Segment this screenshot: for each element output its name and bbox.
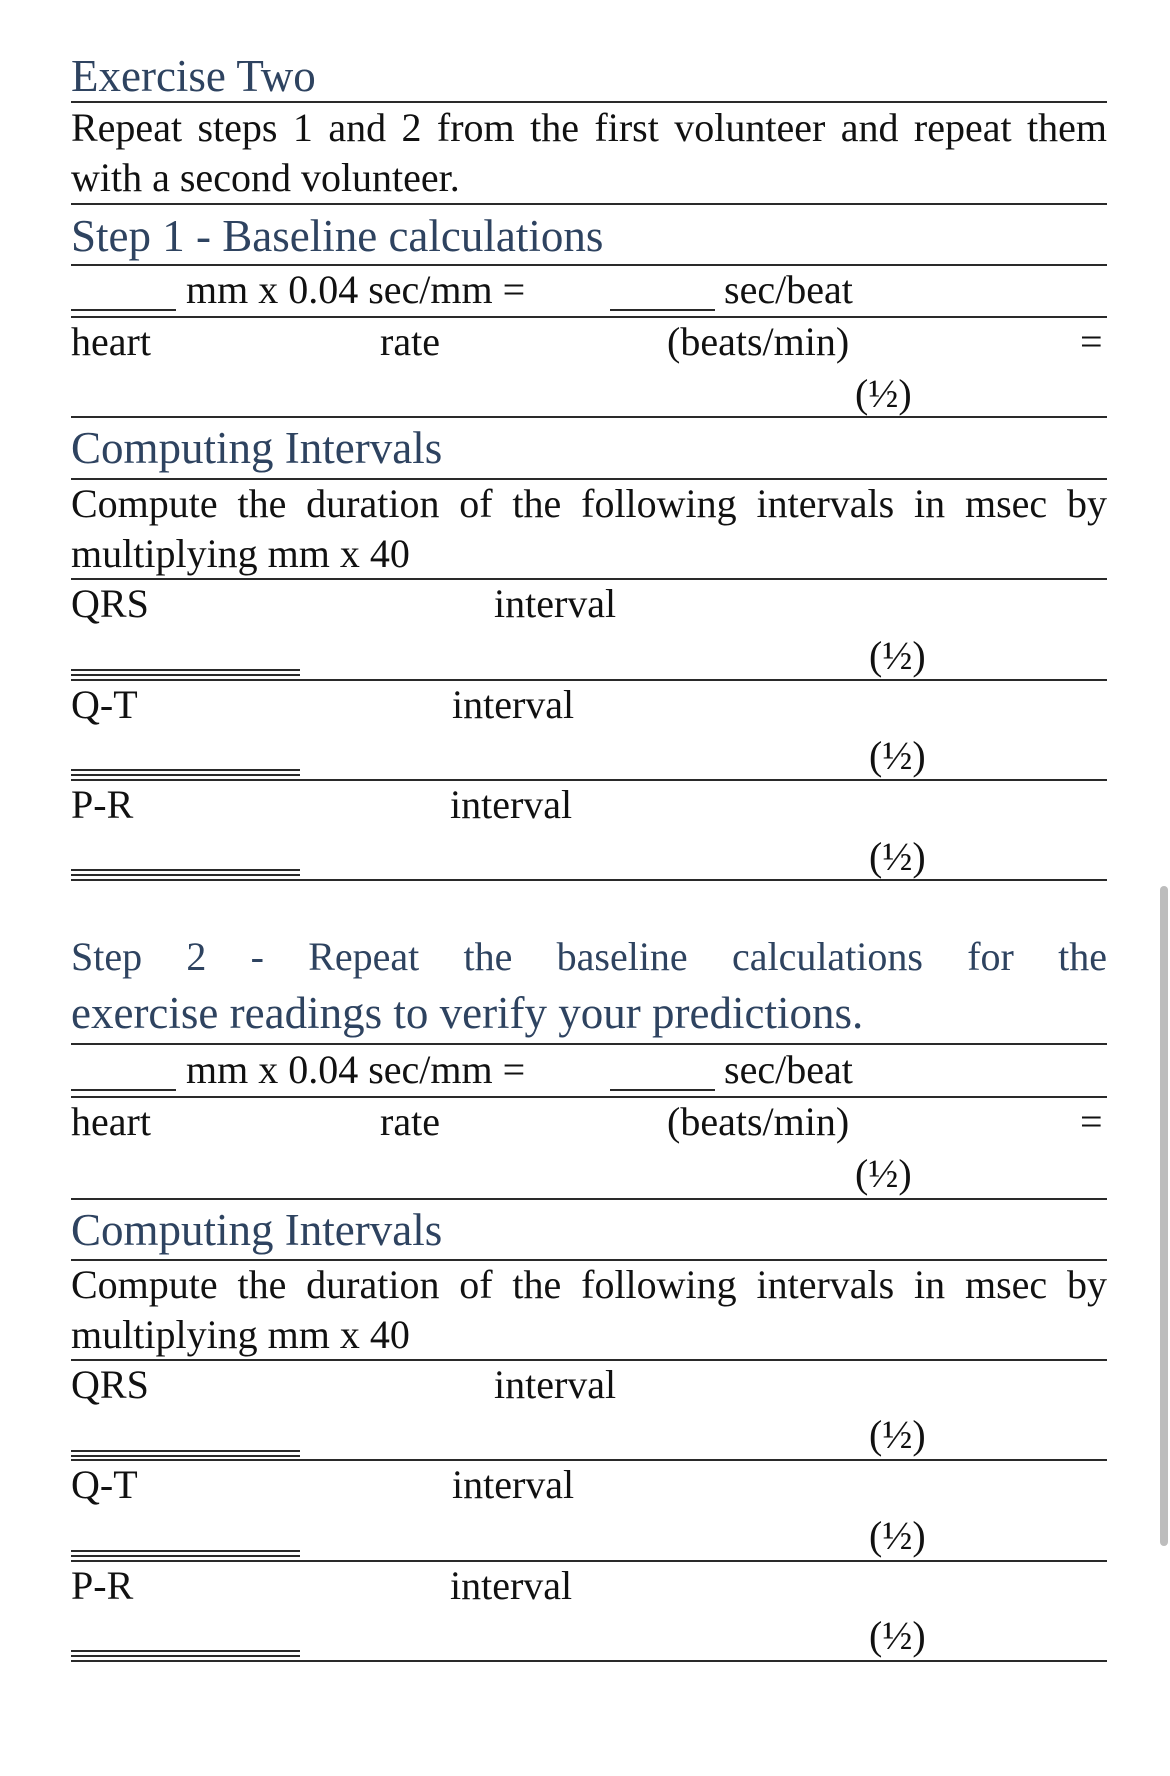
pr-blank[interactable] [71,1650,300,1657]
sec-beat-text: sec/beat [724,1047,853,1092]
sec-beat-blank[interactable] [610,309,715,311]
rule [71,316,1107,318]
rule [71,1459,1107,1461]
step-1-heading: Step 1 - Baseline calculations [71,211,604,261]
hr-word-rate: rate [380,319,440,364]
points-label: (½) [869,1412,926,1457]
hr-word-rate: rate [380,1099,440,1144]
rule [71,203,1107,205]
points-label: (½) [869,733,926,778]
interval-word: interval [450,1563,573,1608]
points-label: (½) [855,1151,912,1196]
interval-word: interval [494,581,617,626]
intervals-text-1: Compute the duration of the following intervals in msec by [71,1262,1107,1307]
points-label: (½) [869,1613,926,1658]
rule [71,1096,1107,1098]
rule [71,1198,1107,1200]
hr-word-unit: (beats/min) [667,319,850,364]
qrs-blank[interactable] [71,669,300,676]
mm-text: mm x 0.04 sec/mm = [186,1047,526,1092]
points-label: (½) [869,834,926,879]
hr-word-heart: heart [71,1099,151,1144]
points-label: (½) [855,371,912,416]
interval-label-pr: P-R [71,782,134,827]
pr-blank[interactable] [71,869,300,876]
points-label: (½) [869,633,926,678]
rule [71,416,1107,418]
rule [71,679,1107,681]
sec-beat-text: sec/beat [724,267,853,312]
interval-label-pr: P-R [71,1563,134,1608]
rule [71,779,1107,781]
intro-line-1: Repeat steps 1 and 2 from the first volunteer and repeat them [71,105,1107,150]
interval-word: interval [450,782,573,827]
intervals-text-1: Compute the duration of the following intervals in msec by [71,481,1107,526]
qt-blank[interactable] [71,769,300,776]
hr-equals: = [1080,319,1103,364]
interval-word: interval [494,1362,617,1407]
sec-beat-blank[interactable] [610,1089,715,1091]
rule [71,1560,1107,1562]
mm-blank[interactable] [71,1089,176,1091]
mm-blank[interactable] [71,309,176,311]
step-2-heading-line-2: exercise readings to verify your predictions. [71,988,864,1038]
rule [71,1043,1107,1045]
qrs-blank[interactable] [71,1450,300,1457]
computing-intervals-heading: Computing Intervals [71,1205,443,1255]
qt-blank[interactable] [71,1550,300,1557]
hr-word-heart: heart [71,319,151,364]
interval-label-qrs: QRS [71,581,149,626]
rule [71,101,1107,103]
intervals-text-2: multiplying mm x 40 [71,1312,410,1357]
scrollbar[interactable] [1160,886,1168,1546]
interval-label-qrs: QRS [71,1362,149,1407]
interval-label-qt: Q-T [71,1462,138,1507]
interval-word: interval [452,1462,575,1507]
interval-word: interval [452,682,575,727]
rule [71,879,1107,881]
rule [71,1660,1107,1662]
hr-word-unit: (beats/min) [667,1099,850,1144]
intervals-text-2: multiplying mm x 40 [71,531,410,576]
computing-intervals-heading: Computing Intervals [71,423,443,473]
intro-line-2: with a second volunteer. [71,155,460,200]
mm-text: mm x 0.04 sec/mm = [186,267,526,312]
hr-equals: = [1080,1099,1103,1144]
step-2-heading-line-1: Step 2 - Repeat the baseline calculations for the [71,934,1107,979]
interval-label-qt: Q-T [71,682,138,727]
points-label: (½) [869,1513,926,1558]
page-title: Exercise Two [71,51,316,101]
